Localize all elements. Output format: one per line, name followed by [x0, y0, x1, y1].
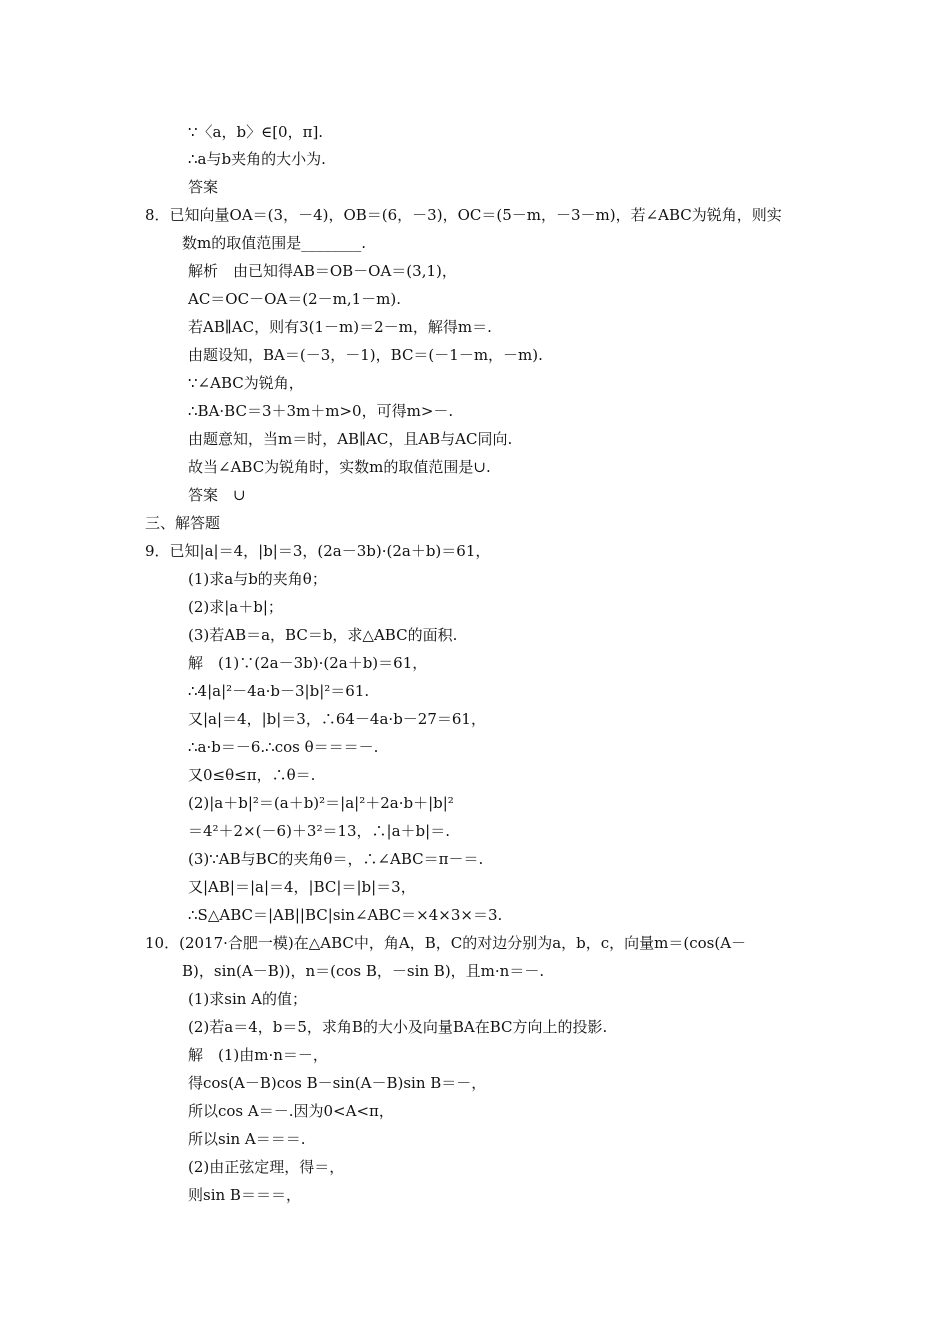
text-line: B)，sin(A－B))，n＝(cos B，－sin B)，且m·n＝－. — [182, 962, 545, 980]
text-line: 又|AB|＝|a|＝4，|BC|＝|b|＝3， — [188, 878, 416, 896]
analysis-line: 解析 由已知得AB＝OB－OA＝(3,1)， — [188, 262, 457, 280]
question-9: 9．已知|a|＝4，|b|＝3，(2a－3b)·(2a＋b)＝61， — [145, 542, 491, 560]
text-line: ∴BA·BC＝3＋3m＋m>0，可得m>－. — [188, 402, 454, 420]
text-line: ＝4²＋2×(－6)＋3²＝13，∴|a＋b|＝. — [188, 822, 450, 840]
text-line: ∴a与b夹角的大小为. — [188, 150, 326, 168]
text-line: (2)由正弦定理，得＝， — [188, 1158, 345, 1176]
text-line: AC＝OC－OA＝(2－m,1－m). — [188, 290, 401, 308]
text-line: (3)若AB＝a，BC＝b，求△ABC的面积. — [188, 626, 458, 644]
text-line: 则sin B＝＝＝， — [188, 1186, 301, 1204]
question-10: 10．(2017·合肥一模)在△ABC中，角A，B，C的对边分别为a，b，c，向量m＝(cos(A－ — [145, 934, 747, 952]
answer-label: 答案 — [188, 178, 219, 196]
text-line: (2)求|a＋b|； — [188, 598, 283, 616]
text-line: (1)求a与b的夹角θ； — [188, 570, 327, 588]
text-line: 故当∠ABC为锐角时，实数m的取值范围是∪. — [188, 458, 491, 476]
text-line: 所以sin A＝＝＝. — [188, 1130, 306, 1148]
text-line: 得cos(A－B)cos B－sin(A－B)sin B＝－， — [188, 1074, 487, 1092]
section-heading: 三、解答题 — [145, 514, 221, 532]
solution-line: 解 (1)∵(2a－3b)·(2a＋b)＝61， — [188, 654, 428, 672]
text-line: (2)若a＝4，b＝5，求角B的大小及向量BA在BC方向上的投影. — [188, 1018, 608, 1036]
text-line: 若AB∥AC，则有3(1－m)＝2－m，解得m＝. — [188, 318, 492, 336]
text-line: 所以cos A＝－.因为0<A<π， — [188, 1102, 394, 1120]
text-line: ∴4|a|²－4a·b－3|b|²＝61. — [188, 682, 370, 700]
text-line: 又0≤θ≤π，∴θ＝. — [188, 766, 316, 784]
text-line: 由题意知，当m＝时，AB∥AC，且AB与AC同向. — [188, 430, 513, 448]
text-line: 又|a|＝4，|b|＝3，∴64－4a·b－27＝61， — [188, 710, 486, 728]
text-line: ∴S△ABC＝|AB||BC|sin∠ABC＝×4×3×＝3. — [188, 906, 503, 924]
text-line: (1)求sin A的值； — [188, 990, 308, 1008]
solution-line: 解 (1)由m·n＝－， — [188, 1046, 328, 1064]
text-line: 由题设知，BA＝(－3，－1)，BC＝(－1－m，－m). — [188, 346, 543, 364]
text-line: ∵∠ABC为锐角， — [188, 374, 304, 392]
text-line: (2)|a＋b|²＝(a＋b)²＝|a|²＋2a·b＋|b|² — [188, 794, 454, 812]
text-line: ∴a·b＝－6.∴cos θ＝＝＝－. — [188, 738, 379, 756]
question-8: 8．已知向量OA＝(3，－4)，OB＝(6，－3)，OC＝(5－m，－3－m)，若∠ABC为锐角，则实 — [145, 206, 782, 224]
text-line: ∵〈a，b〉∈[0，π]. — [188, 123, 324, 141]
text-line: (3)∵AB与BC的夹角θ＝，∴∠ABC＝π－＝. — [188, 850, 484, 868]
answer-label: 答案 ∪ — [188, 486, 246, 504]
text-line: 数m的取值范围是________. — [182, 234, 366, 252]
